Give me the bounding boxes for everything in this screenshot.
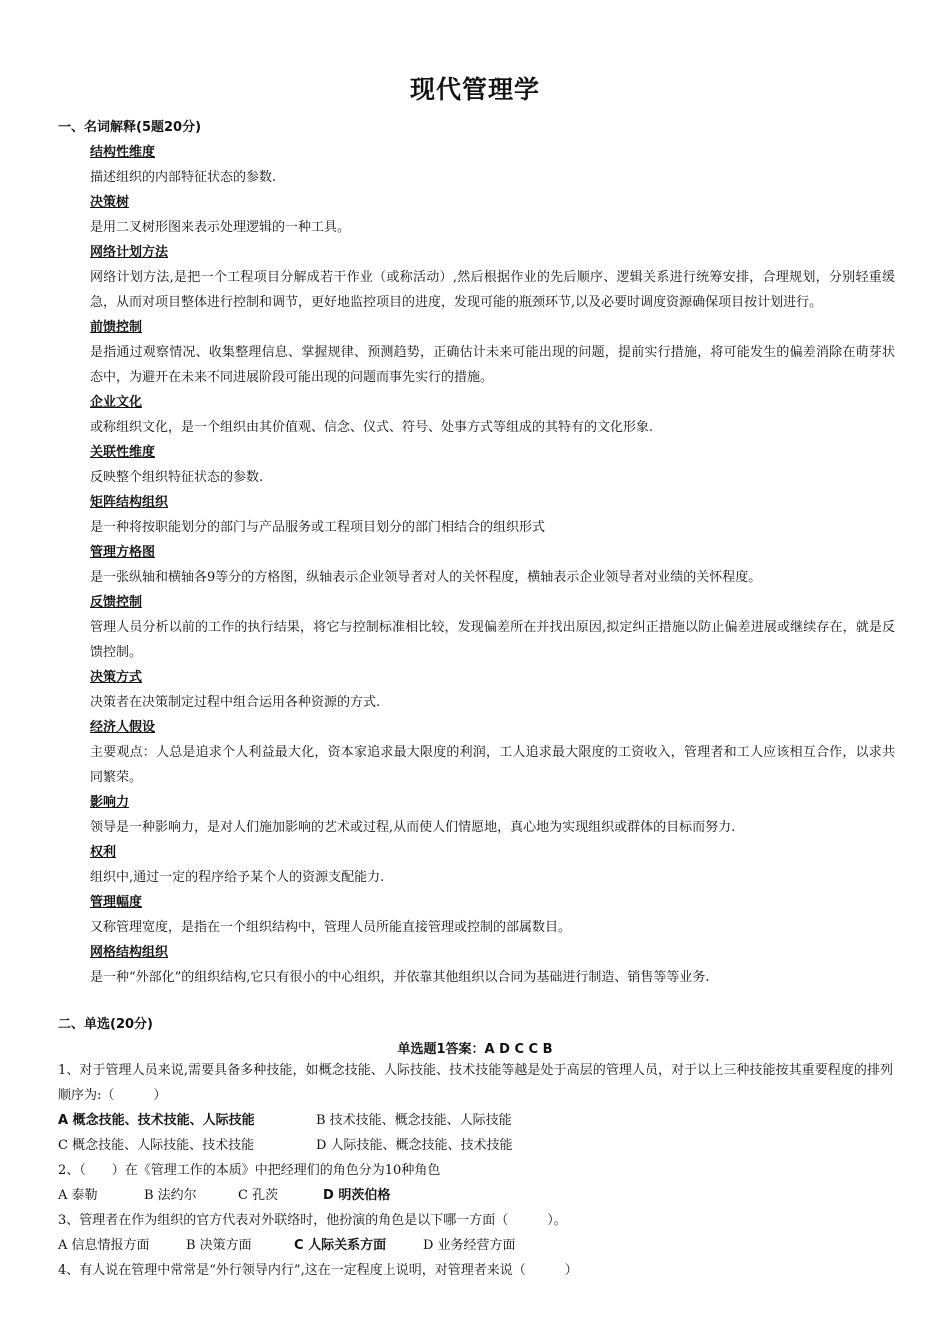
term-title: 权利 <box>90 845 117 860</box>
option-row <box>58 1183 893 1208</box>
definition-item <box>90 890 895 940</box>
term-title: 结构性维度 <box>90 145 156 160</box>
definition-item <box>90 715 895 790</box>
option-a[interactable]: A 泰勒 <box>58 1188 98 1203</box>
question-item <box>58 1258 893 1283</box>
term-title: 管理幅度 <box>90 895 143 910</box>
term-definition: 管理人员分析以前的工作的执行结果，将它与控制标准相比较，发现偏差所在并找出原因,拟定纠正措施以防止偏差进展或继续存在，就是反馈控制。 <box>90 620 895 660</box>
definition-item <box>90 440 895 490</box>
term-title: 前馈控制 <box>90 320 143 335</box>
option-row <box>58 1233 893 1258</box>
term-title: 反馈控制 <box>90 595 143 610</box>
term-title: 关联性维度 <box>90 445 156 460</box>
question-stem: 3、管理者在作为组织的官方代表对外联络时，他扮演的角色是以下哪一方面（ ）。 <box>58 1213 567 1228</box>
option-c[interactable]: C 人际关系方面 <box>294 1238 387 1253</box>
definition-item <box>90 390 895 440</box>
question-stem: 2、（ ）在《管理工作的本质》中把经理们的角色分为10种角色 <box>58 1163 441 1178</box>
option-b[interactable]: B 法约尔 <box>144 1188 197 1203</box>
term-title: 矩阵结构组织 <box>90 495 169 510</box>
term-title: 管理方格图 <box>90 545 156 560</box>
term-definition: 是用二叉树形图来表示处理逻辑的一种工具。 <box>90 220 351 235</box>
definition-item <box>90 140 895 190</box>
definition-item <box>90 490 895 540</box>
option-row <box>58 1133 893 1158</box>
definition-item <box>90 240 895 315</box>
definition-item <box>90 590 895 665</box>
term-definition: 是指通过观察情况、收集整理信息、掌握规律、预测趋势，正确估计未来可能出现的问题，提前实行措施，将可能发生的偏差消除在萌芽状态中，为避开在未来不同进展阶段可能出现的问题而事先实行的措施。 <box>90 345 895 385</box>
option-a[interactable]: A 信息情报方面 <box>58 1238 150 1253</box>
answer-key: 单选题1答案：A D C C B <box>397 1042 553 1057</box>
term-definition: 或称组织文化，是一个组织由其价值观、信念、仪式、符号、处事方式等组成的其特有的文化形象. <box>90 420 654 435</box>
page-title: 现代管理学 <box>409 75 540 104</box>
definition-item <box>90 665 895 715</box>
term-title: 网络计划方法 <box>90 245 169 260</box>
question-stem: 1、对于管理人员来说,需要具备多种技能，如概念技能、人际技能、技术技能等越是处于高层的管理人员，对于以上三种技能按其重要程度的排列顺序为:（ ） <box>58 1063 893 1103</box>
term-definition: 是一张纵轴和横轴各9等分的方格图，纵轴表示企业领导者对人的关怀程度，横轴表示企业领导者对业绩的关怀程度。 <box>90 570 762 585</box>
option-b[interactable]: B 技术技能、概念技能、人际技能 <box>316 1113 512 1128</box>
term-title: 企业文化 <box>90 395 143 410</box>
term-title: 影响力 <box>90 795 130 810</box>
term-definition: 又称管理宽度，是指在一个组织结构中，管理人员所能直接管理或控制的部属数目。 <box>90 920 572 935</box>
option-row <box>58 1108 893 1133</box>
definition-item <box>90 790 895 840</box>
question-item <box>58 1208 893 1258</box>
term-definition: 网络计划方法,是把一个工程项目分解成若干作业（或称活动）,然后根据作业的先后顺序、逻辑关系进行统筹安排，合理规划，分别轻重缓急，从而对项目整体进行控制和调节，更好地监控项目的进度，发现可能的瓶颈环节,以及必要时调度资源确保项目按计划进行。 <box>90 270 895 310</box>
term-definition: 描述组织的内部特征状态的参数. <box>90 170 277 185</box>
question-item <box>58 1058 893 1158</box>
term-title: 决策树 <box>90 195 130 210</box>
term-title: 经济人假设 <box>90 720 156 735</box>
option-d[interactable]: D 人际技能、概念技能、技术技能 <box>316 1138 513 1153</box>
section2-heading: 二、单选(20分) <box>58 1017 153 1032</box>
term-definition: 领导是一种影响力，是对人们施加影响的艺术或过程,从而使人们情愿地，真心地为实现组织或群体的目标而努力. <box>90 820 736 835</box>
definition-item <box>90 315 895 390</box>
option-d[interactable]: D 明茨伯格 <box>323 1188 391 1203</box>
term-definition: 反映整个组织特征状态的参数. <box>90 470 264 485</box>
term-title: 决策方式 <box>90 670 143 685</box>
question-item <box>58 1158 893 1208</box>
questions-list <box>58 1058 893 1283</box>
option-c[interactable]: C 概念技能、人际技能、技术技能 <box>58 1138 255 1153</box>
option-d[interactable]: D 业务经营方面 <box>423 1238 516 1253</box>
term-definition: 组织中,通过一定的程序给予某个人的资源支配能力. <box>90 870 385 885</box>
term-definition: 是一种将按职能划分的部门与产品服务或工程项目划分的部门相结合的组织形式 <box>90 520 546 535</box>
term-title: 网格结构组织 <box>90 945 169 960</box>
option-c[interactable]: C 孔茨 <box>238 1188 279 1203</box>
option-b[interactable]: B 决策方面 <box>186 1238 252 1253</box>
section1-heading: 一、名词解释(5题20分) <box>58 120 202 135</box>
definitions-list <box>90 140 895 990</box>
definition-item <box>90 190 895 240</box>
definition-item <box>90 940 895 990</box>
term-definition: 主要观点：人总是追求个人利益最大化，资本家追求最大限度的利润，工人追求最大限度的工资收入，管理者和工人应该相互合作，以求共同繁荣。 <box>90 745 895 785</box>
term-definition: 是一种“外部化”的组织结构,它只有很小的中心组织，并依靠其他组织以合同为基础进行制造、销售等等业务. <box>90 970 710 985</box>
option-a[interactable]: A 概念技能、技术技能、人际技能 <box>58 1113 255 1128</box>
question-stem: 4、有人说在管理中常常是“外行领导内行”,这在一定程度上说明，对管理者来说（ ） <box>58 1263 578 1278</box>
definition-item <box>90 540 895 590</box>
term-definition: 决策者在决策制定过程中组合运用各种资源的方式. <box>90 695 381 710</box>
definition-item <box>90 840 895 890</box>
